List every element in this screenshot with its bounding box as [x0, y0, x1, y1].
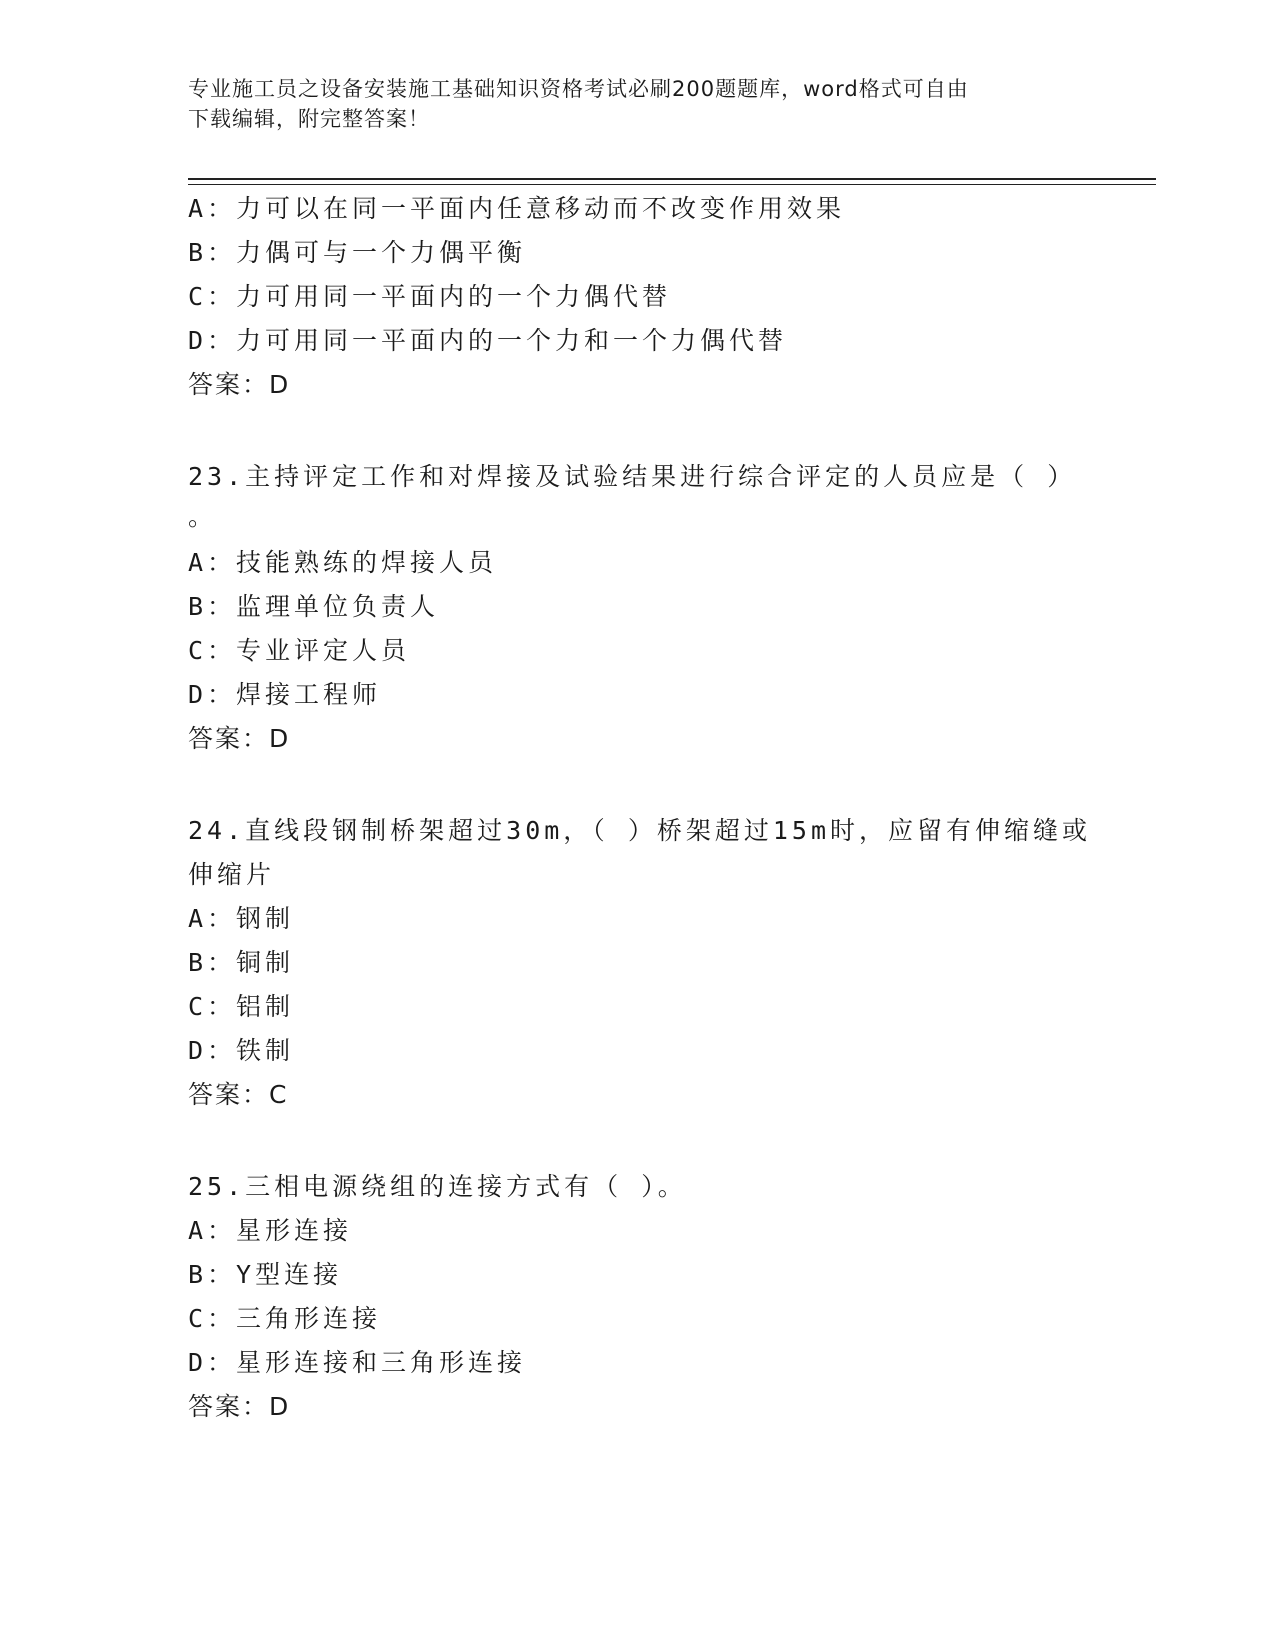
q24-answer: 答案：C: [188, 1080, 289, 1109]
header-divider-thick: [188, 178, 1156, 180]
q24-option-d: D：铁制: [188, 1036, 295, 1065]
q25-option-d: D：星形连接和三角形连接: [188, 1348, 527, 1377]
header-line-1: 专业施工员之设备安装施工基础知识资格考试必刷200题题库，word格式可自由: [188, 77, 969, 101]
q23-option-b: B：监理单位负责人: [188, 592, 440, 621]
q24-option-b: B：铜制: [188, 948, 295, 977]
q22-option-b: B：力偶可与一个力偶平衡: [188, 238, 527, 267]
q23-stem-continued: 。: [188, 502, 218, 531]
q23-stem: 23.主持评定工作和对焊接及试验结果进行综合评定的人员应是（ ）: [188, 462, 1077, 491]
q25-option-b: B：Y型连接: [188, 1260, 343, 1289]
q23-option-c: C：专业评定人员: [188, 636, 411, 665]
document-header: [188, 74, 1088, 134]
q22-answer: 答案：D: [188, 370, 291, 399]
q23-option-a: A：技能熟练的焊接人员: [188, 548, 498, 577]
q23-option-d: D：焊接工程师: [188, 680, 382, 709]
q24-option-a: A：钢制: [188, 904, 295, 933]
q25-option-a: A：星形连接: [188, 1216, 353, 1245]
q25-option-c: C：三角形连接: [188, 1304, 382, 1333]
q22-option-c: C：力可用同一平面内的一个力偶代替: [188, 282, 672, 311]
q23-answer: 答案：D: [188, 724, 291, 753]
q25-answer: 答案：D: [188, 1392, 291, 1421]
q24-stem: 24.直线段钢制桥架超过30m，（ ）桥架超过15m时，应留有伸缩缝或: [188, 816, 1092, 845]
q22-option-a: A：力可以在同一平面内任意移动而不改变作用效果: [188, 194, 846, 223]
header-divider-thin: [188, 184, 1156, 185]
q24-stem-continued: 伸缩片: [188, 860, 276, 889]
q22-option-d: D：力可用同一平面内的一个力和一个力偶代替: [188, 326, 788, 355]
q24-option-c: C：铝制: [188, 992, 295, 1021]
header-line-2: 下载编辑，附完整答案！: [188, 107, 430, 131]
q25-stem: 25.三相电源绕组的连接方式有（ ）。: [188, 1172, 687, 1201]
